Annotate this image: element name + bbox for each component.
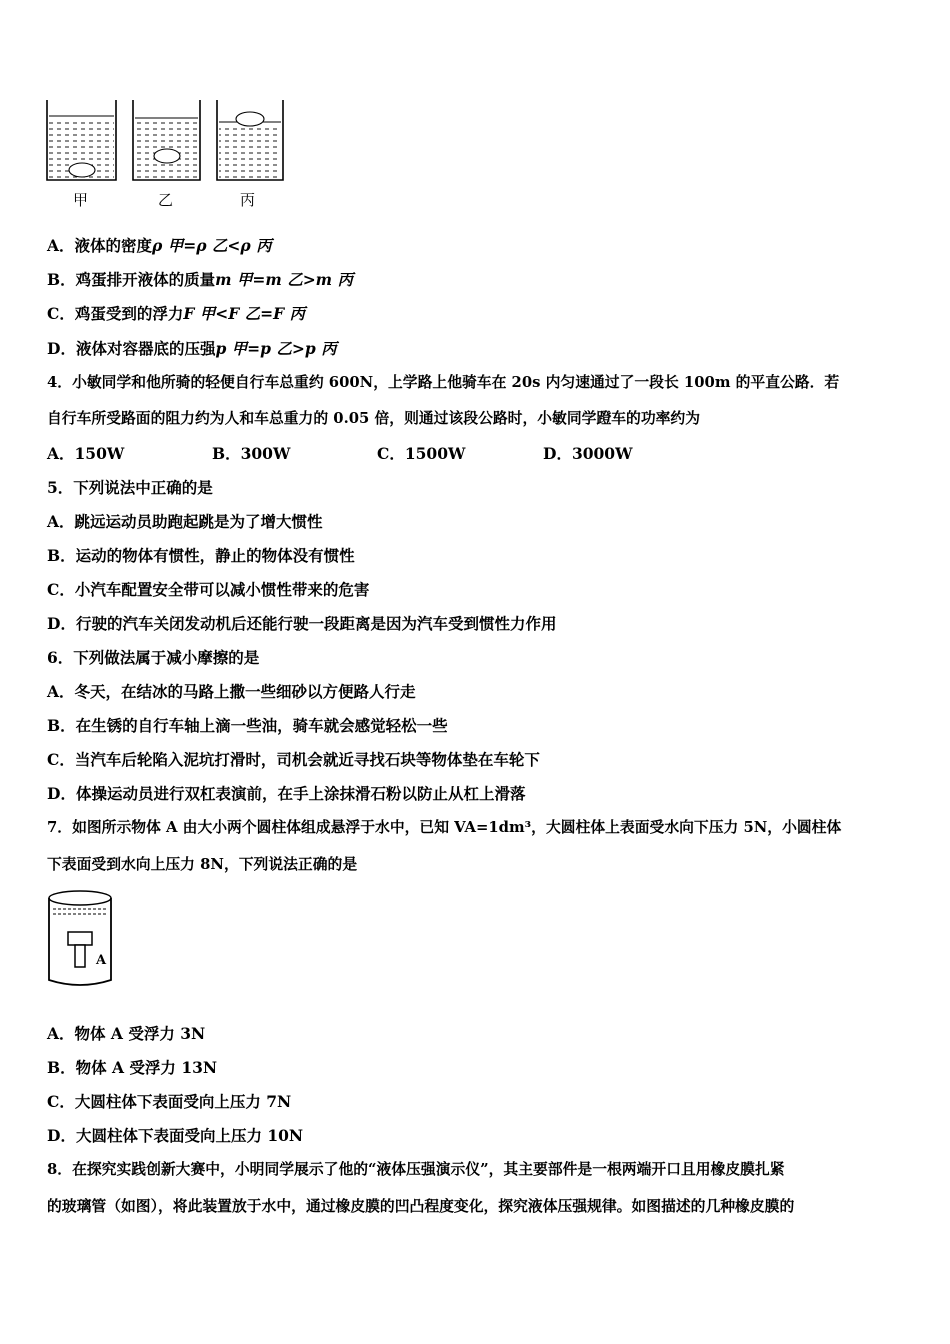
q3-option-b — [47, 270, 353, 290]
q4-option-d: D．3000W — [543, 444, 633, 463]
q4-option-b: B．300W — [212, 444, 291, 463]
object-a-large-cylinder — [68, 932, 92, 945]
cylinder-figure — [44, 886, 120, 992]
q5-stem: 5．下列说法中正确的是 — [47, 478, 213, 497]
beaker-yi — [133, 100, 200, 180]
q6-stem: 6．下列做法属于减小摩擦的是 — [47, 648, 260, 667]
beaker-bing — [217, 100, 283, 180]
q3-option-a-formula: ρ 甲=ρ 乙<ρ 丙 — [152, 236, 272, 255]
q3-option-a — [47, 236, 272, 256]
q6-option-a: A．冬天，在结冰的马路上撒一些细砂以方便路人行走 — [47, 682, 416, 701]
egg-yi — [154, 149, 180, 163]
egg-jia — [69, 163, 95, 177]
q4-stem-line2: 自行车所受路面的阻力约为人和车总重力的 0.05 倍，则通过该段公路时，小敏同学蹬车的功率约为 — [47, 410, 701, 427]
q3-option-c-label: C．鸡蛋受到的浮力 — [47, 304, 184, 323]
q4-option-a: A．150W — [47, 444, 125, 463]
q6-option-c: C．当汽车后轮陷入泥坑打滑时，司机会就近寻找石块等物体垫在车轮下 — [47, 750, 540, 769]
object-a-label: A — [96, 953, 107, 968]
q6-option-d: D．体操运动员进行双杠表演前，在手上涂抹滑石粉以防止从杠上滑落 — [47, 784, 526, 803]
label-bing: 丙 — [240, 191, 256, 209]
q3-option-c — [47, 304, 305, 324]
q3-option-d-formula: p 甲=p 乙>p 丙 — [215, 339, 337, 358]
q7-stem-line1: 7．如图所示物体 A 由大小两个圆柱体组成悬浮于水中，已知 VA=1dm³，大圆柱体上表面受水向下压力 5N，小圆柱体 — [47, 819, 842, 836]
q5-option-b: B．运动的物体有惯性，静止的物体没有惯性 — [47, 546, 355, 565]
q3-option-b-label: B．鸡蛋排开液体的质量 — [47, 270, 216, 289]
q5-option-c: C．小汽车配置安全带可以减小惯性带来的危害 — [47, 580, 370, 599]
q8-stem-line1: 8．在探究实践创新大赛中，小明同学展示了他的“液体压强演示仪”，其主要部件是一根两端开口且用橡皮膜扎紧 — [47, 1161, 785, 1178]
label-yi: 乙 — [158, 191, 174, 209]
q5-option-a: A．跳远运动员助跑起跳是为了增大惯性 — [47, 512, 323, 531]
q3-option-a-label: A．液体的密度 — [47, 236, 153, 255]
q6-option-b: B．在生锈的自行车轴上滴一些油，骑车就会感觉轻松一些 — [47, 716, 448, 735]
object-a-small-cylinder — [75, 945, 85, 967]
q4-option-c: C．1500W — [377, 444, 466, 463]
q7-option-d: D．大圆柱体下表面受向上压力 10N — [47, 1126, 304, 1145]
q3-option-d-label: D．液体对容器底的压强 — [47, 339, 216, 358]
beaker-jia — [47, 100, 116, 180]
q5-option-d: D．行驶的汽车关闭发动机后还能行驶一段距离是因为汽车受到惯性力作用 — [47, 614, 557, 633]
q7-option-a: A．物体 A 受浮力 3N — [47, 1024, 206, 1043]
q4-stem-line1: 4．小敏同学和他所骑的轻便自行车总重约 600N，上学路上他骑车在 20s 内匀速通过了一段长 100m 的平直公路．若 — [47, 374, 840, 391]
q7-stem-line2: 下表面受到水向上压力 8N，下列说法正确的是 — [47, 856, 358, 873]
egg-bing — [236, 112, 264, 126]
beakers-figure — [40, 96, 290, 212]
label-jia: 甲 — [73, 191, 89, 209]
q8-stem-line2: 的玻璃管（如图），将此装置放于水中，通过橡皮膜的凹凸程度变化，探究液体压强规律。如图描述的几种橡皮膜的 — [47, 1198, 795, 1215]
q7-option-b: B．物体 A 受浮力 13N — [47, 1058, 218, 1077]
q3-option-d — [47, 339, 337, 359]
q7-option-c: C．大圆柱体下表面受向上压力 7N — [47, 1092, 292, 1111]
q3-option-c-formula: F 甲<F 乙=F 丙 — [183, 304, 306, 323]
q3-option-b-formula: m 甲=m 乙>m 丙 — [215, 270, 353, 289]
